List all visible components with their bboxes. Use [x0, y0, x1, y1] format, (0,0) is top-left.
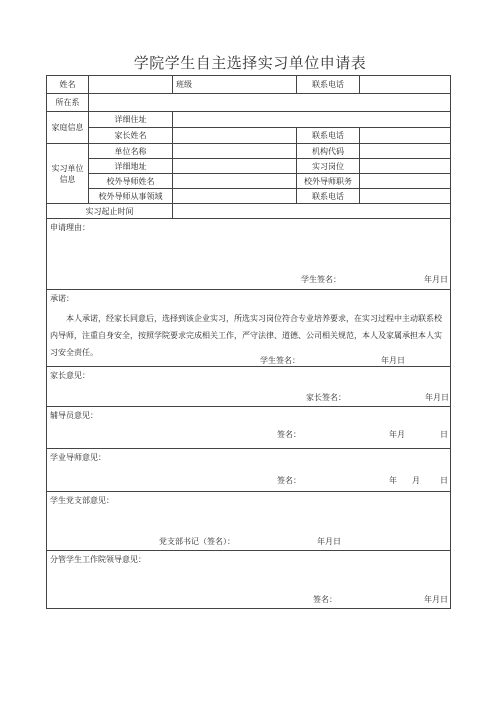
advisor-day: 日	[440, 476, 448, 485]
row-address	[47, 112, 451, 128]
row-company-name	[47, 144, 451, 159]
field-org-code[interactable]	[360, 144, 451, 159]
label-mentor-name: 校外导师姓名	[89, 174, 173, 189]
party-cell[interactable]	[47, 492, 451, 551]
row-company-address	[47, 159, 451, 174]
counselor-cell[interactable]	[47, 407, 451, 449]
reason-heading: 申请理由：	[50, 223, 90, 232]
pledge-heading: 承诺：	[50, 294, 74, 303]
leader-date: 年月日	[424, 595, 448, 604]
section-pledge	[47, 290, 451, 367]
counselor-day: 日	[440, 430, 448, 439]
field-parent-phone[interactable]	[360, 128, 451, 144]
parent-cell[interactable]	[47, 367, 451, 407]
field-name[interactable]	[89, 76, 173, 94]
counselor-heading: 辅导员意见：	[50, 411, 98, 420]
party-date: 年月日	[317, 537, 341, 546]
label-department: 所在系	[47, 94, 89, 112]
counselor-year-month: 年月	[389, 430, 405, 439]
label-phone: 联系电话	[297, 76, 360, 94]
label-company-name: 单位名称	[89, 144, 173, 159]
row-parent	[47, 128, 451, 144]
advisor-year: 年	[389, 476, 397, 485]
section-advisor	[47, 449, 451, 492]
label-company-info: 实习单位信息	[47, 144, 89, 204]
advisor-month: 月	[412, 476, 420, 485]
row-name	[47, 76, 451, 94]
label-position: 实习岗位	[297, 159, 360, 174]
row-mentor	[47, 174, 451, 189]
field-department[interactable]	[89, 94, 451, 112]
field-company-address[interactable]	[173, 159, 297, 174]
reason-cell[interactable]	[47, 219, 451, 290]
label-family-info: 家庭信息	[47, 112, 89, 144]
pledge-text: 本人承诺，经家长同意后，选择到该企业实习，所选实习岗位符合专业培养要求，在实习过程中主动联系校内导师，注重自身安全，按照学院要求完成相关工作，严守法律、道德、公司相关规范，本人及家属承担本人实习安全责任。	[50, 314, 442, 357]
row-period	[47, 204, 451, 219]
label-parent-name: 家长姓名	[89, 128, 173, 144]
field-address[interactable]	[173, 112, 451, 128]
party-heading: 学生党支部意见：	[50, 496, 114, 505]
field-mentor-title[interactable]	[360, 174, 451, 189]
advisor-sign: 签名：	[277, 476, 301, 485]
label-parent-phone: 联系电话	[297, 128, 360, 144]
field-position[interactable]	[360, 159, 451, 174]
label-mentor-title: 校外导师职务	[297, 174, 360, 189]
label-name: 姓名	[47, 76, 89, 94]
parent-date: 年月日	[425, 393, 449, 402]
party-secretary-sign: 党支部书记（签名）：	[159, 537, 235, 546]
section-counselor	[47, 407, 451, 449]
parent-sign: 家长签名：	[306, 393, 346, 402]
pledge-student-sign: 学生签名：	[260, 356, 300, 365]
leader-cell[interactable]	[47, 551, 451, 609]
field-mentor-field[interactable]	[173, 189, 297, 204]
counselor-sign: 签名：	[277, 430, 301, 439]
leader-sign: 签名：	[313, 595, 337, 604]
section-party	[47, 492, 451, 551]
field-company-name[interactable]	[173, 144, 297, 159]
reason-student-sign: 学生签名：	[301, 275, 341, 284]
application-form-table	[46, 75, 451, 609]
label-address: 详细住址	[89, 112, 173, 128]
label-mentor-phone: 联系电话	[297, 189, 360, 204]
form-title: 学院学生自主选择实习单位申请表	[133, 54, 367, 72]
field-mentor-name[interactable]	[173, 174, 297, 189]
section-leader	[47, 551, 451, 609]
leader-heading: 分管学生工作院领导意见：	[50, 555, 146, 564]
row-department	[47, 94, 451, 112]
label-period: 实习起止时间	[47, 204, 173, 219]
field-mentor-phone[interactable]	[360, 189, 451, 204]
row-mentor-field	[47, 189, 451, 204]
advisor-cell[interactable]	[47, 449, 451, 492]
reason-date: 年月日	[424, 275, 448, 284]
pledge-cell	[47, 290, 451, 367]
section-reason	[47, 219, 451, 290]
label-class: 班级	[173, 76, 297, 94]
field-period[interactable]	[173, 204, 451, 219]
advisor-heading: 学业导师意见：	[50, 453, 106, 462]
pledge-date: 年月日	[381, 356, 405, 365]
field-parent-name[interactable]	[173, 128, 297, 144]
label-company-address: 详细地址	[89, 159, 173, 174]
field-phone[interactable]	[360, 76, 451, 94]
section-parent	[47, 367, 451, 407]
parent-heading: 家长意见：	[50, 371, 90, 380]
label-mentor-field: 校外导师从事领域	[89, 189, 173, 204]
label-org-code: 机构代码	[297, 144, 360, 159]
